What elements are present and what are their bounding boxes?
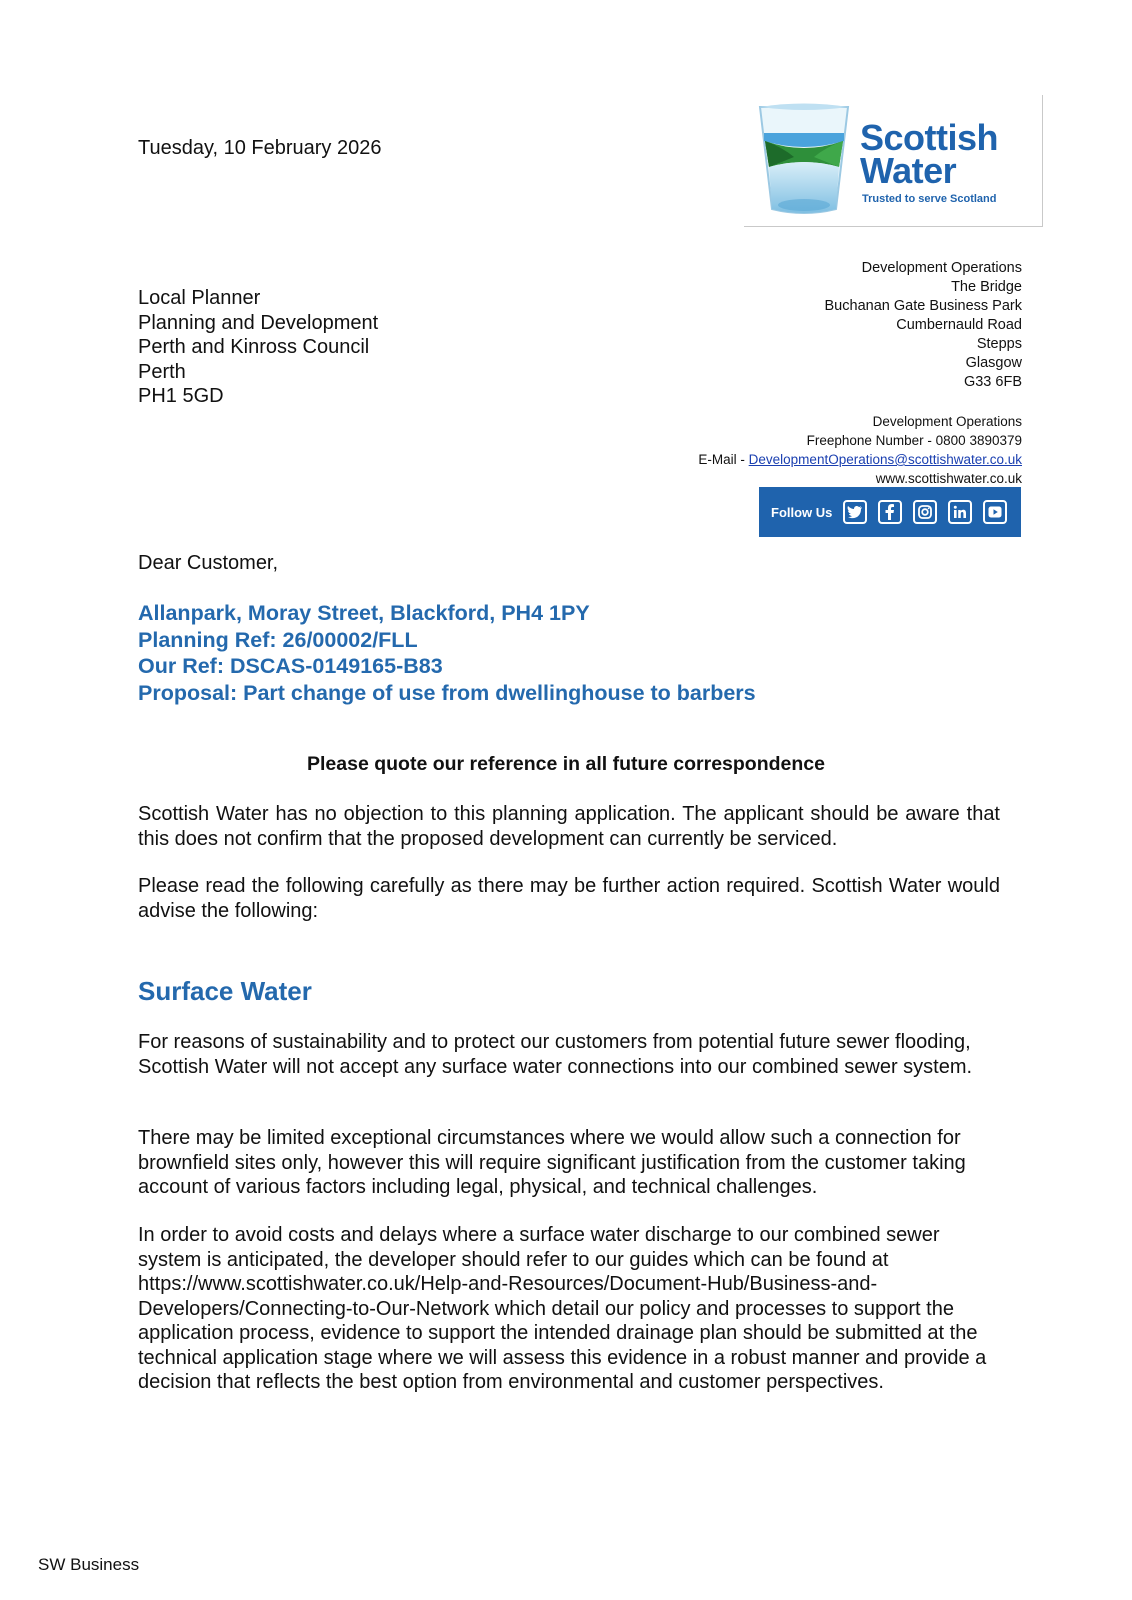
quote-reference-notice: Please quote our reference in all future correspondence	[307, 753, 825, 775]
logo-line1: Scottish	[860, 117, 999, 158]
recipient-line: Planning and Development	[138, 311, 379, 334]
footer-label: SW Business	[38, 1555, 140, 1574]
logo-tagline: Trusted to serve Scotland	[862, 193, 997, 205]
sender-line: G33 6FB	[963, 374, 1022, 390]
email-link[interactable]: DevelopmentOperations@scottishwater.co.uk	[748, 452, 1022, 467]
twitter-icon[interactable]	[843, 500, 867, 524]
follow-us-label: Follow Us	[771, 504, 833, 520]
logo-line2: Water	[860, 150, 957, 191]
sender-line: The Bridge	[951, 279, 1022, 295]
youtube-icon[interactable]	[983, 500, 1007, 524]
instagram-icon[interactable]	[913, 500, 937, 524]
facebook-icon[interactable]	[878, 500, 902, 524]
sender-line: Development Operations	[861, 260, 1022, 276]
section-heading: Surface Water	[138, 976, 312, 1006]
sender-line: Glasgow	[965, 355, 1022, 371]
paragraph: Scottish Water has no objection to this planning application. The applicant should be aware that this does not confirm that the proposed development can currently be serviced.	[138, 803, 1000, 850]
sender-line: Stepps	[976, 336, 1022, 352]
contact-details	[698, 412, 1022, 488]
email-line	[698, 450, 1022, 469]
water-glass-icon	[754, 101, 854, 217]
subject-block	[138, 600, 756, 706]
recipient-address	[138, 286, 378, 409]
recipient-line: Local Planner	[138, 287, 261, 309]
freephone-number: Freephone Number - 0800 3890379	[806, 433, 1022, 448]
letter-date: Tuesday, 10 February 2026	[138, 137, 382, 159]
sender-line: Cumbernauld Road	[896, 317, 1022, 333]
sender-address	[825, 259, 1022, 392]
our-ref-label: Our Ref	[138, 654, 217, 678]
contact-dept: Development Operations	[872, 414, 1022, 429]
proposal: Proposal: Part change of use from dwellinghouse to barbers	[138, 680, 756, 705]
paragraph: For reasons of sustainability and to protect our customers from potential future sewer flooding, Scottish Water will not accept any surface water connections into our combined sewer system.	[138, 1031, 973, 1078]
paragraph: There may be limited exceptional circumstances where we would allow such a connection for brownfield sites only, however this will require significant justification from the customer taking account of various factors including legal, physical, and technical challenges.	[138, 1127, 966, 1198]
paragraph: Please read the following carefully as there may be further action required. Scottish Water would advise the following:	[138, 875, 1000, 922]
scottish-water-logo	[744, 95, 1043, 227]
sender-line: Buchanan Gate Business Park	[824, 298, 1022, 314]
planning-ref: Planning Ref: 26/00002/FLL	[138, 627, 418, 652]
recipient-line: Perth and Kinross Council	[138, 336, 370, 358]
follow-us-bar	[759, 487, 1021, 537]
our-ref-value: : DSCAS-0149165-B83	[216, 654, 443, 678]
site-address: Allanpark, Moray Street, Blackford, PH4 1PY	[138, 601, 590, 625]
recipient-line: Perth	[138, 360, 186, 383]
salutation: Dear Customer,	[138, 552, 279, 574]
our-ref	[138, 653, 756, 680]
website-link[interactable]: www.scottishwater.co.uk	[875, 471, 1022, 486]
linkedin-icon[interactable]	[948, 500, 972, 524]
paragraph: In order to avoid costs and delays where a surface water discharge to our combined sewer system is anticipated, the developer should refer to our guides which can be found at https://www.scottishwater.co.uk/Help-and-Resources/Document-Hub/Business-and-Developers/Connecting-to-Our-Network which detail our policy and processes to support the application process, evidence to support the intended drainage plan should be submitted at the technical application stage where we will assess this evidence in a robust manner and provide a decision that reflects the best option from environmental and customer perspectives.	[138, 1224, 987, 1393]
recipient-line: PH1 5GD	[138, 385, 224, 407]
email-prefix: E-Mail -	[698, 452, 749, 467]
